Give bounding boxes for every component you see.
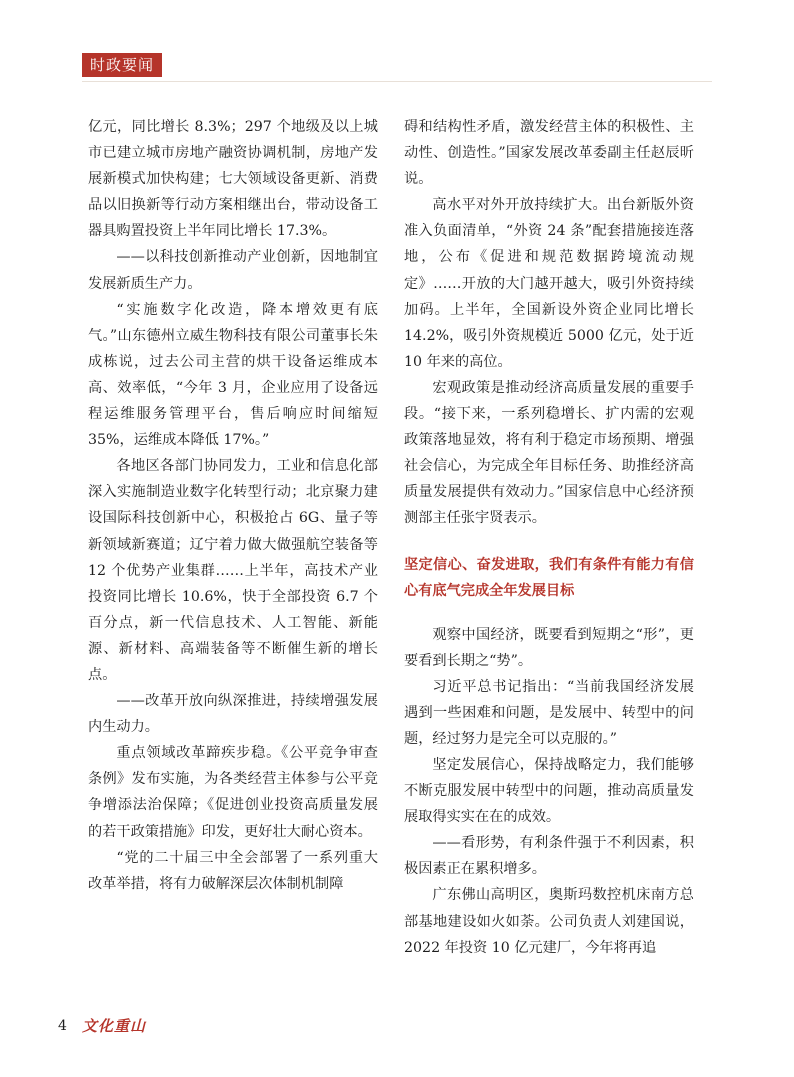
paragraph: 重点领域改革蹄疾步稳。《公平竞争审查条例》发布实施，为各类经营主体参与公平竞争增添法治保障；《促进创业投资高质量发展的若干政策措施》印发，更好壮大耐心资本。 [88, 745, 378, 840]
paragraph: 碍和结构性矛盾，激发经营主体的积极性、主动性、创造性。”国家发展改革委副主任赵辰昕说。 [404, 119, 694, 188]
paragraph: 亿元，同比增长 8.3%；297 个地级及以上城市已建立城市房地产融资协调机制，房地产发展新模式加快构建；七大领域设备更新、消费品以旧换新等行动方案相继出台，带动设备工器具购置投资上半年同比增长 17.3%。 [88, 119, 378, 240]
header-divider [82, 81, 712, 82]
left-column [88, 114, 378, 897]
paragraph: 高水平对外开放持续扩大。出台新版外资准入负面清单，“外资 24 条”配套措施接连落地，公布《促进和规范数据跨境流动规定》……开放的大门越开越大，吸引外资持续加码。上半年，全国新设外资企业同比增长 14.2%，吸引外资规模近 5000 亿元，处于近 10 年来的高位。 [404, 197, 694, 370]
page-number: 4 [58, 1018, 67, 1034]
paragraph: 宏观政策是推动经济高质量发展的重要手段。“接下来，一系列稳增长、扩内需的宏观政策落地显效，将有利于稳定市场预期、增强社会信心，为完成全年目标任务、助推经济高质量发展提供有效动力。”国家信息中心经济预测部主任张宇贤表示。 [404, 379, 694, 527]
paragraph: ——以科技创新推动产业创新，因地制宜发展新质生产力。 [88, 249, 378, 292]
paragraph: “实施数字化改造，降本增效更有底气。”山东德州立威生物科技有限公司董事长朱成栋说，过去公司主营的烘干设备运维成本高、效率低，“今年 3 月，企业应用了设备远程运维服务管理平台，售后响应时间缩短 35%，运维成本降低 17%。” [88, 301, 378, 449]
section-heading: 坚定信心、奋发进取，我们有条件有能力有信心有底气完成全年发展目标 [404, 556, 694, 599]
paragraph: 广东佛山高明区，奥斯玛数控机床南方总部基地建设如火如荼。公司负责人刘建国说，2022 年投资 10 亿元建厂，今年将再追 [404, 887, 694, 956]
paragraph: 观察中国经济，既要看到短期之“形”，更要看到长期之“势”。 [404, 626, 694, 669]
paragraph: ——改革开放向纵深推进，持续增强发展内生动力。 [88, 693, 378, 736]
right-column [404, 114, 694, 961]
magazine-logo: 文化重山 [82, 1017, 147, 1035]
paragraph: 各地区各部门协同发力，工业和信息化部深入实施制造业数字化转型行动；北京聚力建设国际科技创新中心，积极抢占 6G、量子等新领域新赛道；辽宁着力做大做强航空装备等 12 个优势产业集群……上半年，高技术产业投资同比增长 10.6%，快于全部投资 6.7 个百分点，新一代信息技术、人工智能、新能源、新材料、高端装备等不断催生新的增长点。 [88, 458, 378, 683]
paragraph: 习近平总书记指出：“当前我国经济发展遇到一些困难和问题，是发展中、转型中的问题，经过努力是完全可以克服的。” [404, 678, 694, 747]
section-tag: 时政要闻 [82, 53, 162, 77]
paragraph: 坚定发展信心，保持战略定力，我们能够不断克服发展中转型中的问题，推动高质量发展取得实实在在的成效。 [404, 756, 694, 826]
paragraph: “党的二十届三中全会部署了一系列重大改革举措，将有力破解深层次体制机制障 [88, 849, 378, 892]
paragraph: ——看形势，有利条件强于不利因素，积极因素正在累积增多。 [404, 835, 694, 878]
